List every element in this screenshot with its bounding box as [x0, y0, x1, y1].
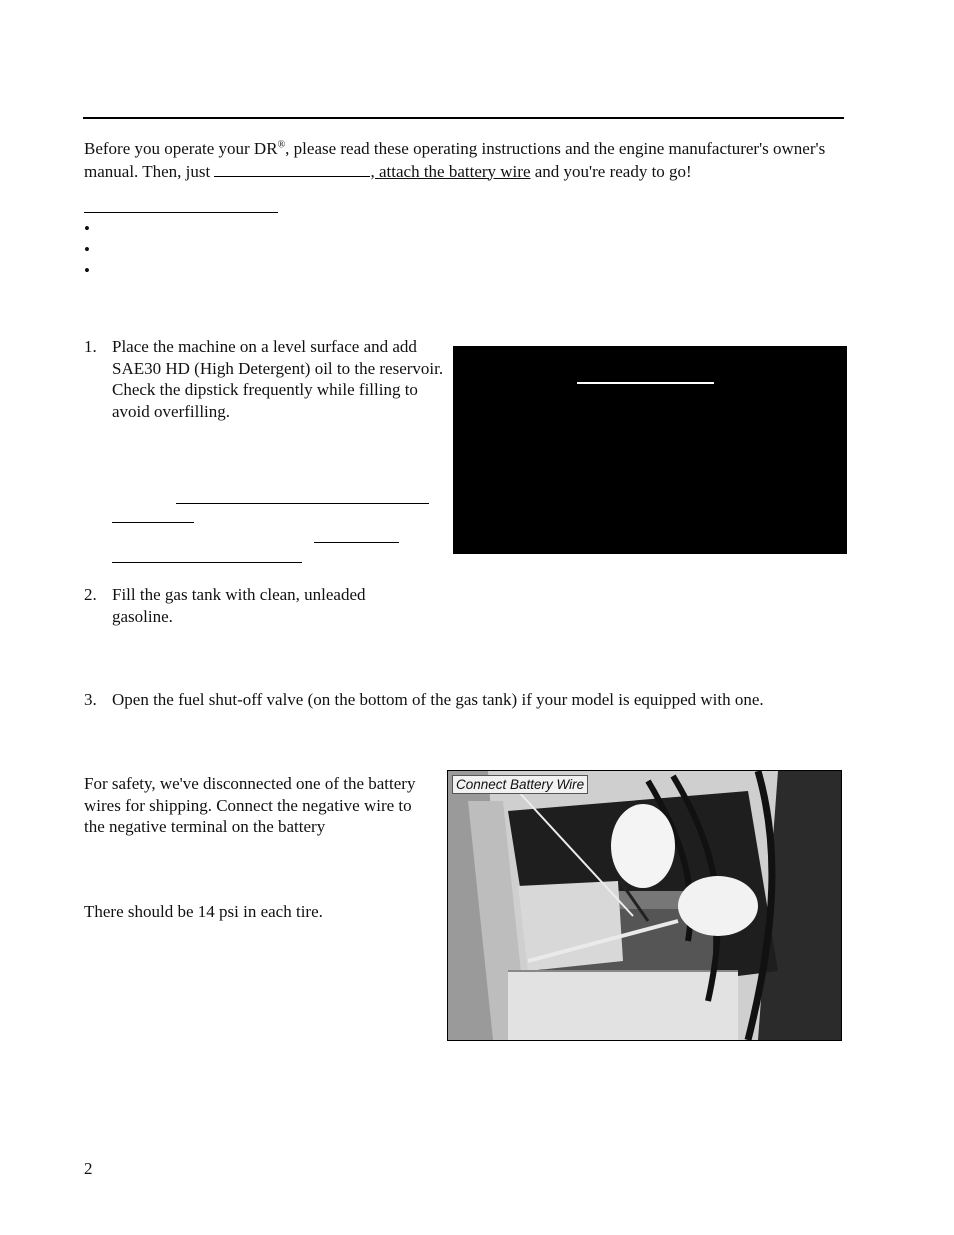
photo-caption: Connect Battery Wire [452, 775, 588, 794]
checklist-bullet [84, 218, 104, 239]
intro-text-2: , please read these operating instructions and the engine manufacturer's owner's manual. Then, just [84, 139, 826, 181]
checklist [84, 218, 104, 281]
intro-text-4: and you're ready to go! [530, 161, 692, 181]
battery-photo [447, 770, 842, 1041]
step-1-underline-2 [112, 522, 194, 523]
tire-pressure-paragraph: There should be 14 psi in each tire. [84, 902, 323, 921]
step-2-number: 2. [84, 585, 97, 604]
checklist-bullet [84, 239, 104, 260]
warning-box [453, 346, 847, 554]
step-2-text: Fill the gas tank with clean, unleaded gasoline. [112, 585, 366, 626]
intro-blank-underline [214, 160, 370, 177]
intro-paragraph [84, 138, 854, 182]
intro-text-1: Before you operate your DR [84, 139, 278, 158]
battery-paragraph: For safety, we've disconnected one of the battery wires for shipping. Connect the negative wire to the negative terminal on the battery [84, 774, 416, 836]
step-1-number: 1. [84, 337, 97, 356]
step-1-text: Place the machine on a level surface and add SAE30 HD (High Detergent) oil to the reservoir. Check the dipstick frequently while filling to avoid overfilling. [112, 337, 444, 421]
checklist-bullet [84, 260, 104, 281]
step-3-text: Open the fuel shut-off valve (on the bottom of the gas tank) if your model is equipped with one. [112, 690, 764, 709]
step-3-number: 3. [84, 690, 97, 709]
registered-mark: ® [277, 139, 286, 151]
page-number: 2 [84, 1159, 93, 1178]
step-1-underline-1 [176, 503, 429, 504]
top-rule [83, 117, 844, 119]
intro-attach-battery-link: , attach the battery wire [370, 161, 531, 181]
step-1-underline-3 [314, 542, 399, 543]
warning-heading-underline [577, 382, 714, 384]
battery-photo-illustration [448, 771, 841, 1040]
checklist-heading-underline [84, 212, 278, 213]
step-1-underline-4 [112, 562, 302, 563]
